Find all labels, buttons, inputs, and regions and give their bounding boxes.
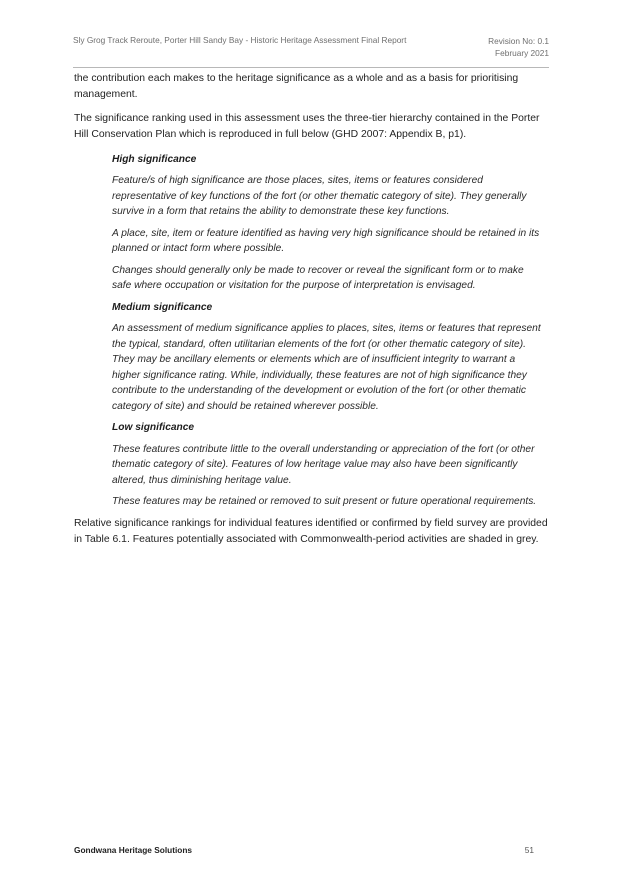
closing-paragraph: Relative significance rankings for individual features identified or confirmed by field survey are provided in Table 6.1. Features potentially associated with Commonwealth-period activities are shaded in grey. (74, 517, 548, 545)
intro-continued-paragraph: the contribution each makes to the heritage significance as a whole and as a basis for prioritising management. (74, 73, 519, 100)
significance-quote-block (112, 152, 545, 510)
document-title: Sly Grog Track Reroute, Porter Hill Sandy Bay - Historic Heritage Assessment Final Report (73, 35, 407, 45)
page-number: 51 (524, 845, 534, 855)
medium-significance-paragraph: An assessment of medium significance applies to places, sites, items or features that represent the typical, standard, often utilitarian elements of the fort (or other thematic category of site). They may be ancillary elements or elements which are of insufficient integrity to warrant a higher significance rating. While, individually, these features are not of high significance they contribute to the understanding of the development or evolution of the fort (or other thematic category of site) and should be retained wherever possible. (112, 323, 541, 412)
low-significance-heading: Low significance (112, 422, 195, 434)
high-significance-paragraph: Feature/s of high significance are those places, sites, items or features considered representative of key functions of the fort (or other thematic category of site). They generally survive in a form that retains the ability to demonstrate these key functions. (112, 175, 527, 218)
high-significance-paragraph: A place, site, item or feature identified as having very high significance should be retained in its planned or intact form where possible. (112, 227, 540, 255)
high-significance-paragraph: Changes should generally only be made to recover or reveal the significant form or to make safe where occupation or visitation for the purpose of interpretation is envisaged. (112, 264, 524, 292)
page-header (73, 35, 549, 68)
low-significance-paragraph: These features may be retained or removed to suit present or future operational requirements. (112, 496, 537, 508)
high-significance-heading: High significance (112, 153, 197, 165)
medium-significance-heading: Medium significance (112, 301, 213, 313)
low-significance-paragraph: These features contribute little to the overall understanding or appreciation of the fort (or other thematic category of site). Features of low heritage value may also have been significantly altered, thus diminishing heritage value. (112, 443, 535, 486)
revision-number: Revision No: 0.1 (488, 36, 549, 46)
page-footer (74, 845, 534, 859)
ranking-paragraph: The significance ranking used in this assessment uses the three-tier hierarchy contained in the Porter Hill Conservation Plan which is reproduced in full below (GHD 2007: Appendix B, p1). (74, 113, 540, 141)
revision-date: February 2021 (495, 48, 549, 58)
organisation-name: Gondwana Heritage Solutions (74, 845, 193, 855)
revision-block (488, 35, 549, 59)
page-content (74, 71, 549, 547)
